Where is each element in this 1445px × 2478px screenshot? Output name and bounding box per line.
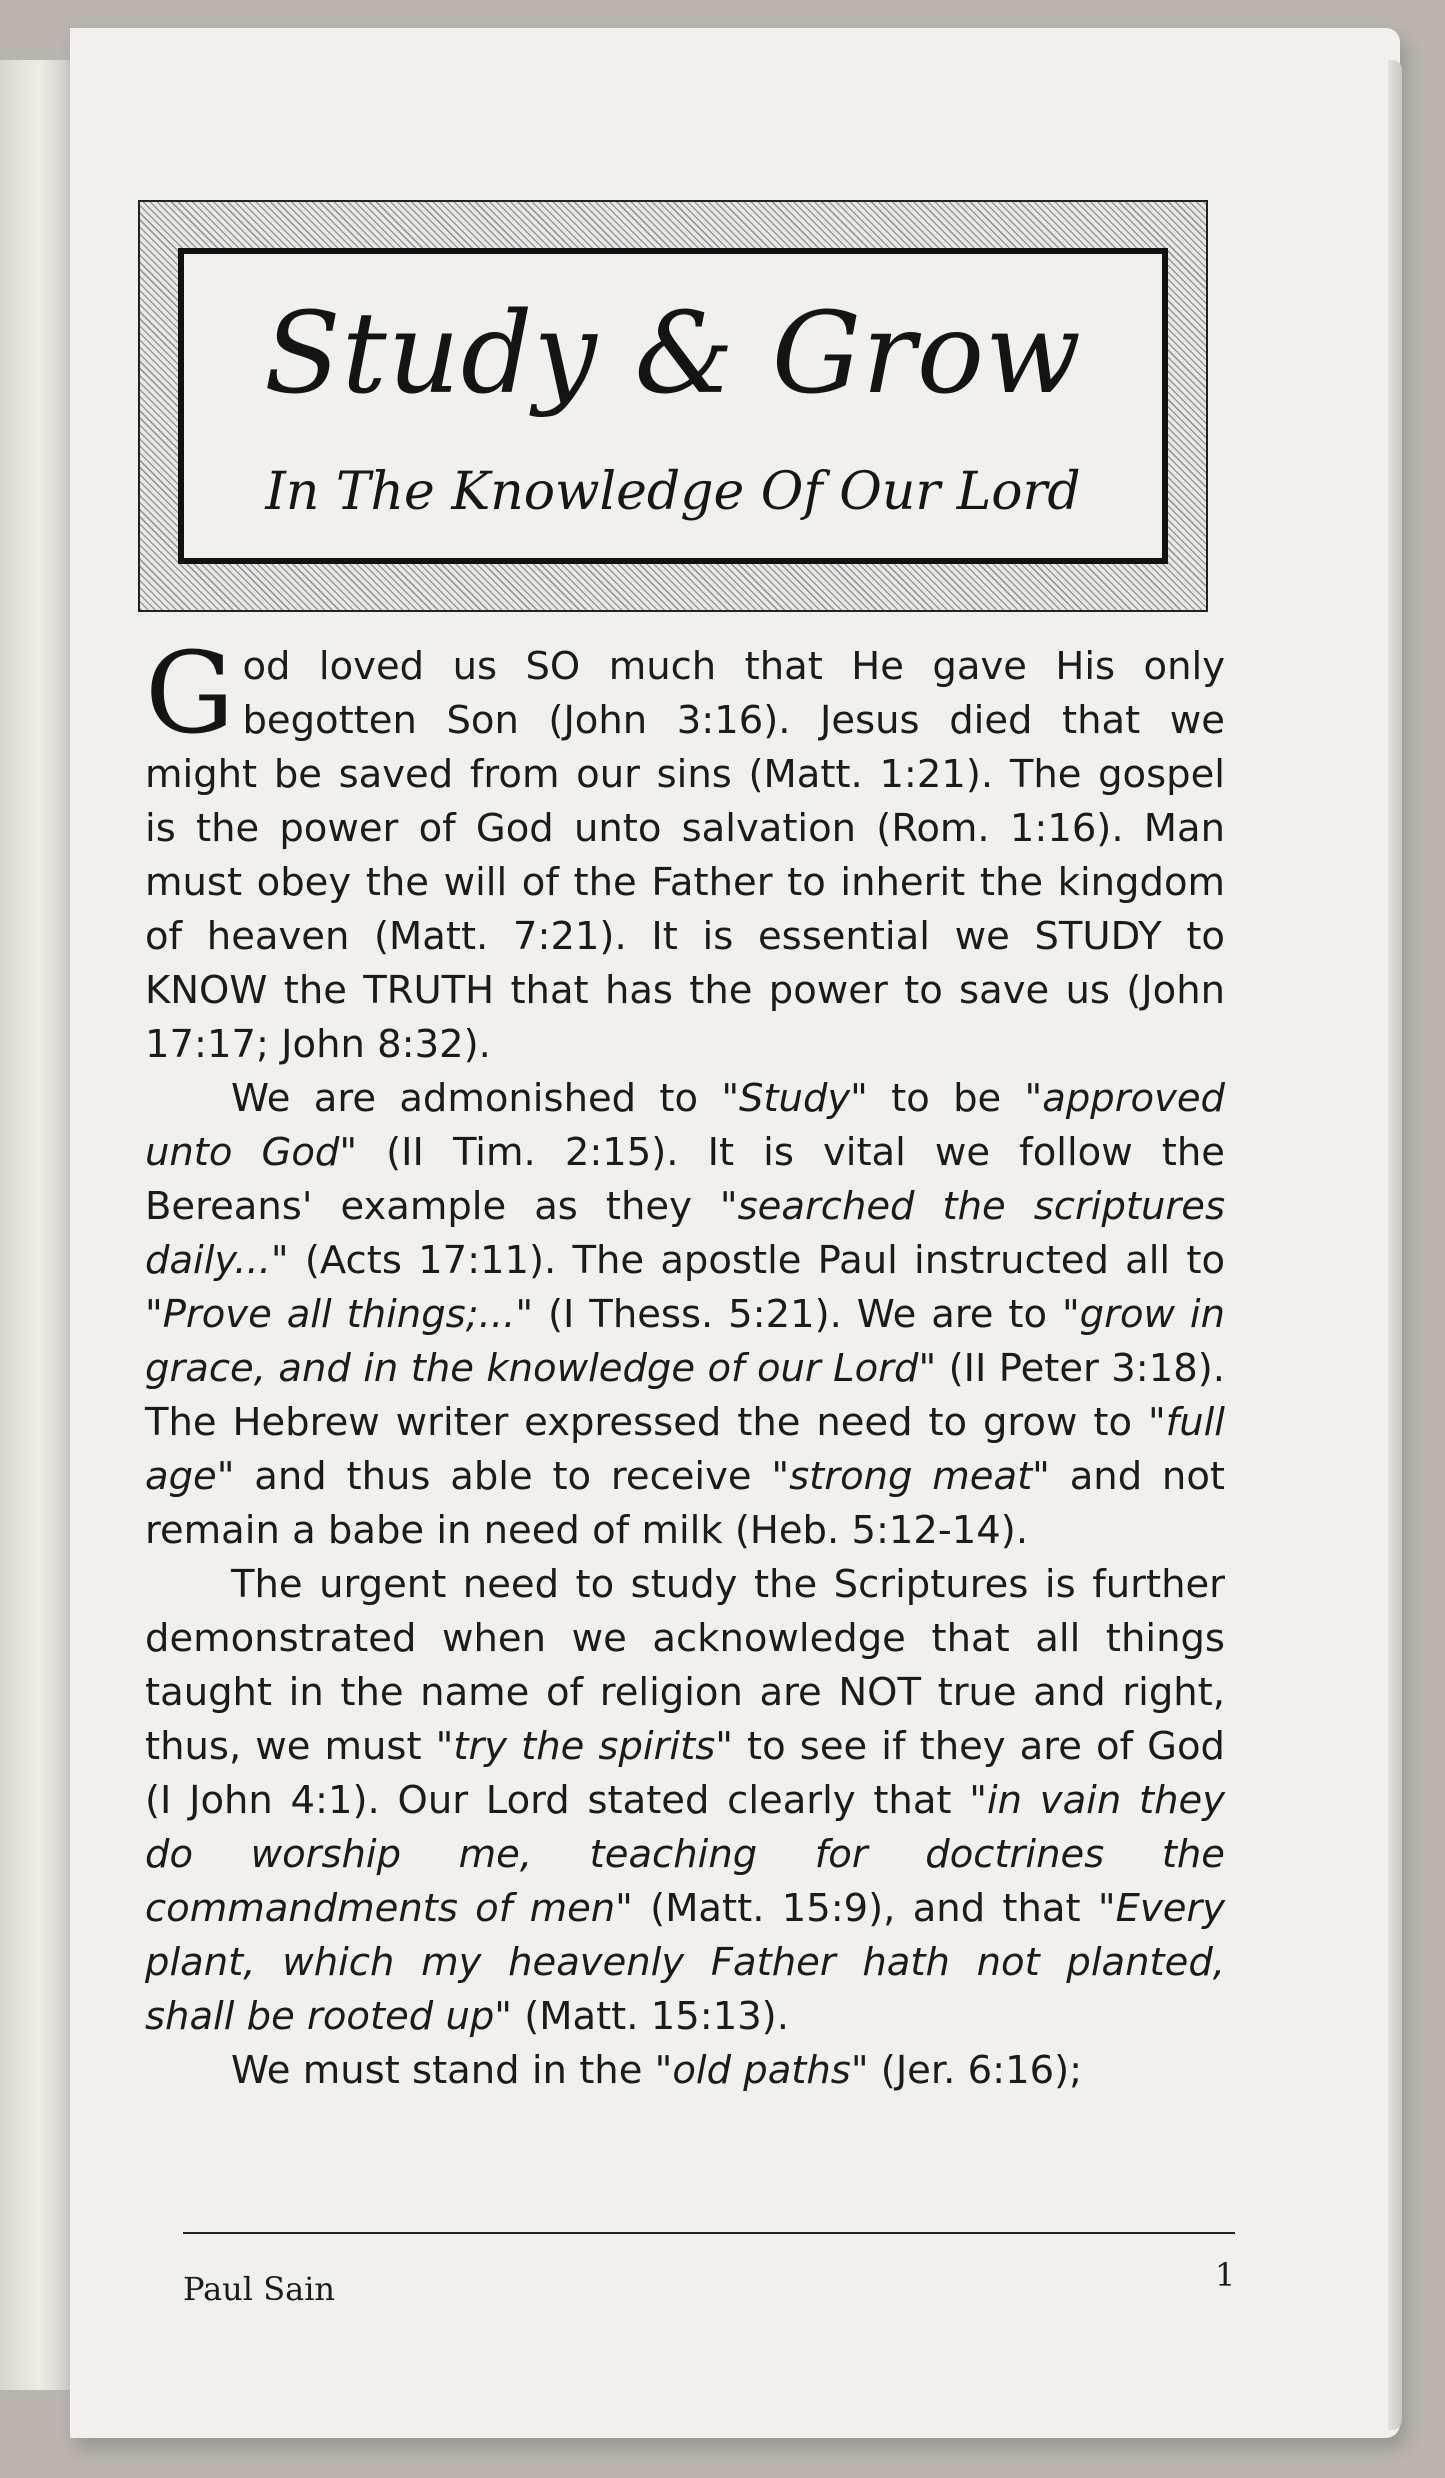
body-text-run: We are admonished to — [231, 1076, 722, 1121]
body-text-run: (I Thess. 5:21). We are to — [533, 1292, 1062, 1337]
body-text-run: (Acts 17:11). The apostle Paul instructed all to — [288, 1238, 1225, 1283]
scripture-quote: "Prove all things;..." — [145, 1292, 534, 1337]
paragraph-3 — [145, 1558, 1225, 2044]
body-text-run: and not remain a babe in need of milk (Heb. 5:12-14). — [145, 1454, 1225, 1553]
scripture-quote: "Every plant, which my heavenly Father hath not planted, shall be rooted up" — [145, 1886, 1226, 2039]
body-text-run: od loved us SO much that He gave His only begotten Son (John 3:16). Jesus died that we might be saved from our sins (Matt. 1:21). The gospel is the power of God unto salvation (Rom. 1:16). Man must obey the will of the Father to inherit the kingdom of heaven (Matt. 7:21). It is essential we STUDY to KNOW the TRUTH that has the power to save us (John 17:17; John 8:32). — [145, 644, 1225, 1067]
scripture-quote: "old paths" — [654, 2048, 869, 2093]
body-text-run: to see if they are of God (I John 4:1). Our Lord stated clearly that — [145, 1724, 1225, 1823]
page-number: 1 — [1215, 2256, 1236, 2294]
footer-rule — [183, 2232, 1235, 2234]
facing-page-edge — [0, 60, 74, 2390]
scripture-quote: "searched the scriptures daily..." — [145, 1184, 1225, 1283]
scripture-quote: "full age" — [145, 1400, 1225, 1499]
body-text-run: (Matt. 15:13). — [512, 1994, 789, 2039]
page-subtitle: In The Knowledge Of Our Lord — [265, 462, 1081, 522]
title-box-inner — [178, 248, 1168, 564]
body-text-run: (Jer. 6:16); — [868, 2048, 1083, 2093]
scripture-quote: "in vain they do worship me, teaching for doctrines the commandments of men" — [145, 1778, 1225, 1931]
scripture-quote: "Study" — [721, 1076, 868, 1121]
body-text-run: and thus able to receive — [234, 1454, 772, 1499]
page-edge — [1388, 60, 1402, 2430]
body-text-run: (Matt. 15:9), and that — [632, 1886, 1098, 1931]
body-text-run: to be — [867, 1076, 1025, 1121]
title-box — [138, 200, 1208, 612]
body-text-run: (II Peter 3:18). The Hebrew writer expressed the need to grow to — [145, 1346, 1225, 1445]
paragraph-2 — [145, 1072, 1225, 1558]
page-title: Study & Grow — [263, 289, 1083, 419]
scripture-quote: "grow in grace, and in the knowledge of our Lord" — [145, 1292, 1226, 1391]
body-text-run: We must stand in the — [231, 2048, 655, 2093]
paragraph-4 — [145, 2044, 1225, 2098]
scripture-quote: "approved unto God" — [145, 1076, 1225, 1175]
drop-cap: G — [145, 629, 235, 759]
scripture-quote: "strong meat" — [771, 1454, 1050, 1499]
body-text-run: (II Tim. 2:15). It is vital we follow the Bereans' example as they — [145, 1130, 1225, 1229]
paragraph-1 — [145, 629, 1225, 1072]
article-body — [145, 629, 1226, 2098]
footer-author: Paul Sain — [183, 2270, 336, 2308]
scripture-quote: "try the spirits" — [435, 1724, 733, 1769]
body-text-run: The urgent need to study the Scriptures is further demonstrated when we acknowledge that all things taught in the name of religion are NOT true and right, thus, we must — [145, 1562, 1225, 1769]
